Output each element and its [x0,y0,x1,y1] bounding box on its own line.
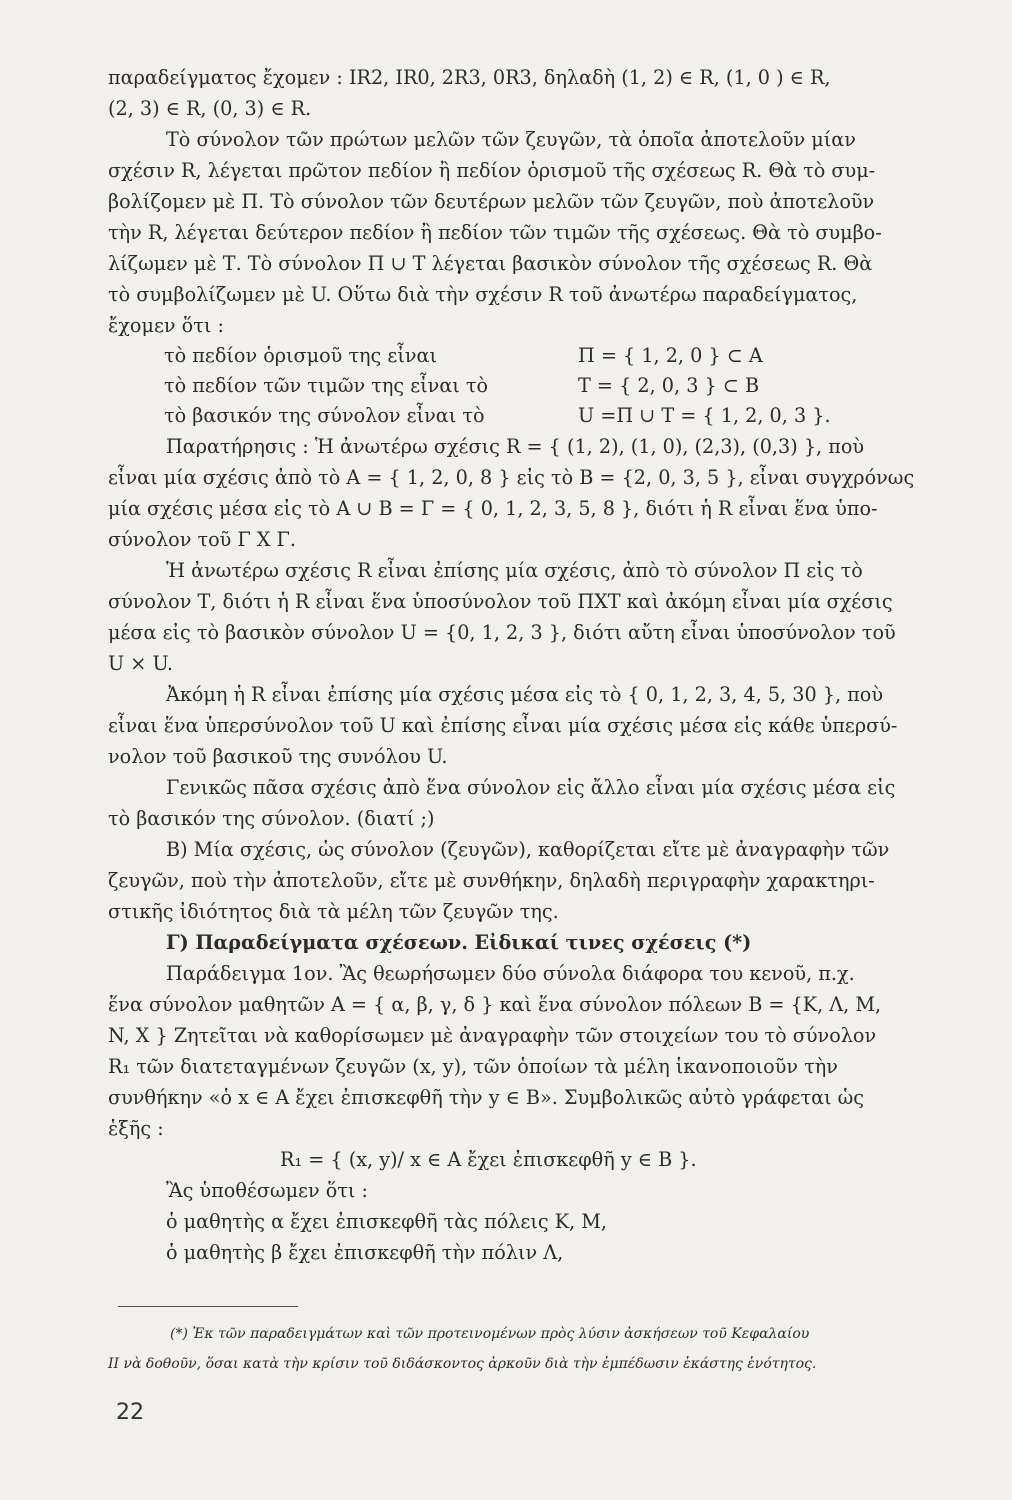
text-line: Ἀκόμη ἡ R εἶναι ἐπίσης μία σχέσις μέσα εἰς τὸ { 0, 1, 2, 3, 4, 5, 30 }, ποὺ [166,683,883,706]
paragraph-general [108,772,966,834]
footnote [108,1319,966,1379]
set-value: U =Π ∪ Τ = { 1, 2, 0, 3 }. [578,404,831,427]
text-line: βολίζομεν μὲ Π. Τὸ σύνολον τῶν δευτέρων μελῶν τῶν ζευγῶν, ποὺ ἀποτελοῦν [108,190,875,213]
set-value: Π = { 1, 2, 0 } ⊂ A [578,344,763,367]
page-number: 22 [116,1400,144,1425]
text-line: εἶναι μία σχέσις ἀπὸ τὸ A = { 1, 2, 0, 8 } εἰς τὸ B = {2, 0, 3, 5 }, εἶναι συγχρόνως [108,466,915,489]
text-line: ἕνα σύνολον μαθητῶν A = { α, β, γ, δ } καὶ ἕνα σύνολον πόλεων B = {K, Λ, M, [108,993,882,1016]
text-line: ζευγῶν, ποὺ τὴν ἀποτελοῦν, εἴτε μὲ συνθήκην, δηλαδὴ περιγραφὴν χαρακτηρι- [108,869,875,892]
set-row [108,401,966,431]
text-line: B) Μία σχέσις, ὡς σύνολον (ζευγῶν), καθορίζεται εἴτε μὲ ἀναγραφὴν τῶν [166,838,890,861]
set-row [108,341,966,371]
text-line: Ἡ ἀνωτέρω σχέσις R εἶναι ἐπίσης μία σχέσις, ἀπὸ τὸ σύνολον Π εἰς τὸ [166,559,863,582]
text-line: στικῆς ἰδιότητος διὰ τὰ μέλη τῶν ζευγῶν της. [108,900,559,923]
set-label: τὸ πεδίον τῶν τιμῶν της εἶναι τὸ [164,374,489,397]
paragraph-relation [108,555,966,679]
set-row [108,371,966,401]
text-line: Τὸ σύνολον τῶν πρώτων μελῶν τῶν ζευγῶν, τὰ ὁποῖα ἀποτελοῦν μίαν [166,128,856,151]
text-line: σύνολον Τ, διότι ἡ R εἶναι ἕνα ὑποσύνολον τοῦ ΠXΤ καὶ ἀκόμη εἶναι μία σχέσις [108,590,893,613]
text-line: ὁ μαθητὴς α ἔχει ἐπισκεφθῆ τὰς πόλεις K, M, [166,1210,607,1233]
set-label: τὸ πεδίον ὁρισμοῦ της εἶναι [164,344,438,367]
footnote-line: II νὰ δοθοῦν, ὅσαι κατὰ τὴν κρίσιν τοῦ διδάσκοντος ἀρκοῦν διὰ τὴν ἐμπέδωσιν ἑκάστης ἑνότητος. [108,1356,817,1372]
text-line: παραδείγματος ἔχομεν : IR2, IR0, 2R3, 0R3, δηλαδὴ (1, 2) ∈ R, (1, 0 ) ∈ R, [108,66,831,89]
intro-block [108,62,966,124]
text-line: μέσα εἰς τὸ βασικὸν σύνολον U = {0, 1, 2, 3 }, διότι αὔτη εἶναι ὑποσύνολον τοῦ [108,621,896,644]
footnote-divider [118,1306,298,1307]
text-line: Παρατήρησις : Ἡ ἀνωτέρω σχέσις R = { (1, 2), (1, 0), (2,3), (0,3) }, ποὺ [166,435,865,458]
text-line: τὴν R, λέγεται δεύτερον πεδίον ἢ πεδίον τῶν τιμῶν τῆς σχέσεως. Θὰ τὸ συμβο- [108,221,882,244]
text-line: συνθήκην «ὁ x ∈ A ἔχει ἐπισκεφθῆ τὴν y ∈ B». Συμβολικῶς αὐτὸ γράφεται ὡς [108,1086,865,1109]
set-definitions [108,341,966,431]
text-line: μία σχέσις μέσα εἰς τὸ A ∪ B = Γ = { 0, 1, 2, 3, 5, 8 }, διότι ἡ R εἶναι ἕνα ὑπο- [108,497,878,520]
text-line: (2, 3) ∈ R, (0, 3) ∈ R. [108,97,312,120]
text-line: τὸ συμβολίζωμεν μὲ U. Οὕτω διὰ τὴν σχέσιν R τοῦ ἀνωτέρω παραδείγματος, [108,283,858,306]
text-line: ἔχομεν ὅτι : [108,314,224,337]
section-heading: Γ) Παραδείγματα σχέσεων. Εἰδικαί τινες σχέσεις (*) [166,931,752,954]
text-line: N, X } Ζητεῖται νὰ καθορίσωμεν μὲ ἀναγραφὴν τῶν στοιχείων του τὸ σύνολον [108,1024,877,1047]
text-line: Παράδειγμα 1ον. Ἂς θεωρήσωμεν δύο σύνολα διάφορα του κενοῦ, π.χ. [166,962,855,985]
text-line: νολον τοῦ βασικοῦ της συνόλου U. [108,745,448,768]
example-1 [108,958,966,1268]
paragraph-fields [108,124,966,341]
text-line: Γενικῶς πᾶσα σχέσις ἀπὸ ἕνα σύνολον εἰς ἄλλο εἶναι μία σχέσις μέσα εἰς [166,776,896,799]
footnote-line: (*) Ἐκ τῶν παραδειγμάτων καὶ τῶν προτεινομένων πρὸς λύσιν ἀσκήσεων τοῦ Κεφαλαίου [170,1326,810,1342]
text-line: ὁ μαθητὴς β ἔχει ἐπισκεφθῆ τὴν πόλιν Λ, [166,1241,564,1264]
formula: R₁ = { (x, y)/ x ∈ A ἔχει ἐπισκεφθῆ y ∈ B }. [280,1148,697,1171]
text-line: Ἂς ὑποθέσωμεν ὅτι : [166,1179,369,1202]
paragraph-superset [108,679,966,772]
paragraph-b [108,834,966,927]
set-value: Τ = { 2, 0, 3 } ⊂ B [578,374,760,397]
text-line: τὸ βασικόν της σύνολον. (διατί ;) [108,807,435,830]
text-line: λίζωμεν μὲ Τ. Τὸ σύνολον Π ∪ Τ λέγεται βασικὸν σύνολον τῆς σχέσεως R. Θὰ [108,252,873,275]
text-line: R₁ τῶν διατεταγμένων ζευγῶν (x, y), τῶν ὁποίων τὰ μέλη ἱκανοποιοῦν τὴν [108,1055,838,1078]
text-line: εἶναι ἕνα ὑπερσύνολον τοῦ U καὶ ἐπίσης εἶναι μία σχέσις μέσα εἰς κάθε ὑπερσύ- [108,714,898,737]
text-line: U × U. [108,652,173,675]
remark-block [108,431,966,555]
text-line: σχέσιν R, λέγεται πρῶτον πεδίον ἢ πεδίον ὁρισμοῦ τῆς σχέσεως R. Θὰ τὸ συμ- [108,159,876,182]
text-line: σύνολον τοῦ Γ X Γ. [108,528,296,551]
set-label: τὸ βασικόν της σύνολον εἶναι τὸ [164,404,485,427]
text-line: ἑξῆς : [108,1117,164,1140]
